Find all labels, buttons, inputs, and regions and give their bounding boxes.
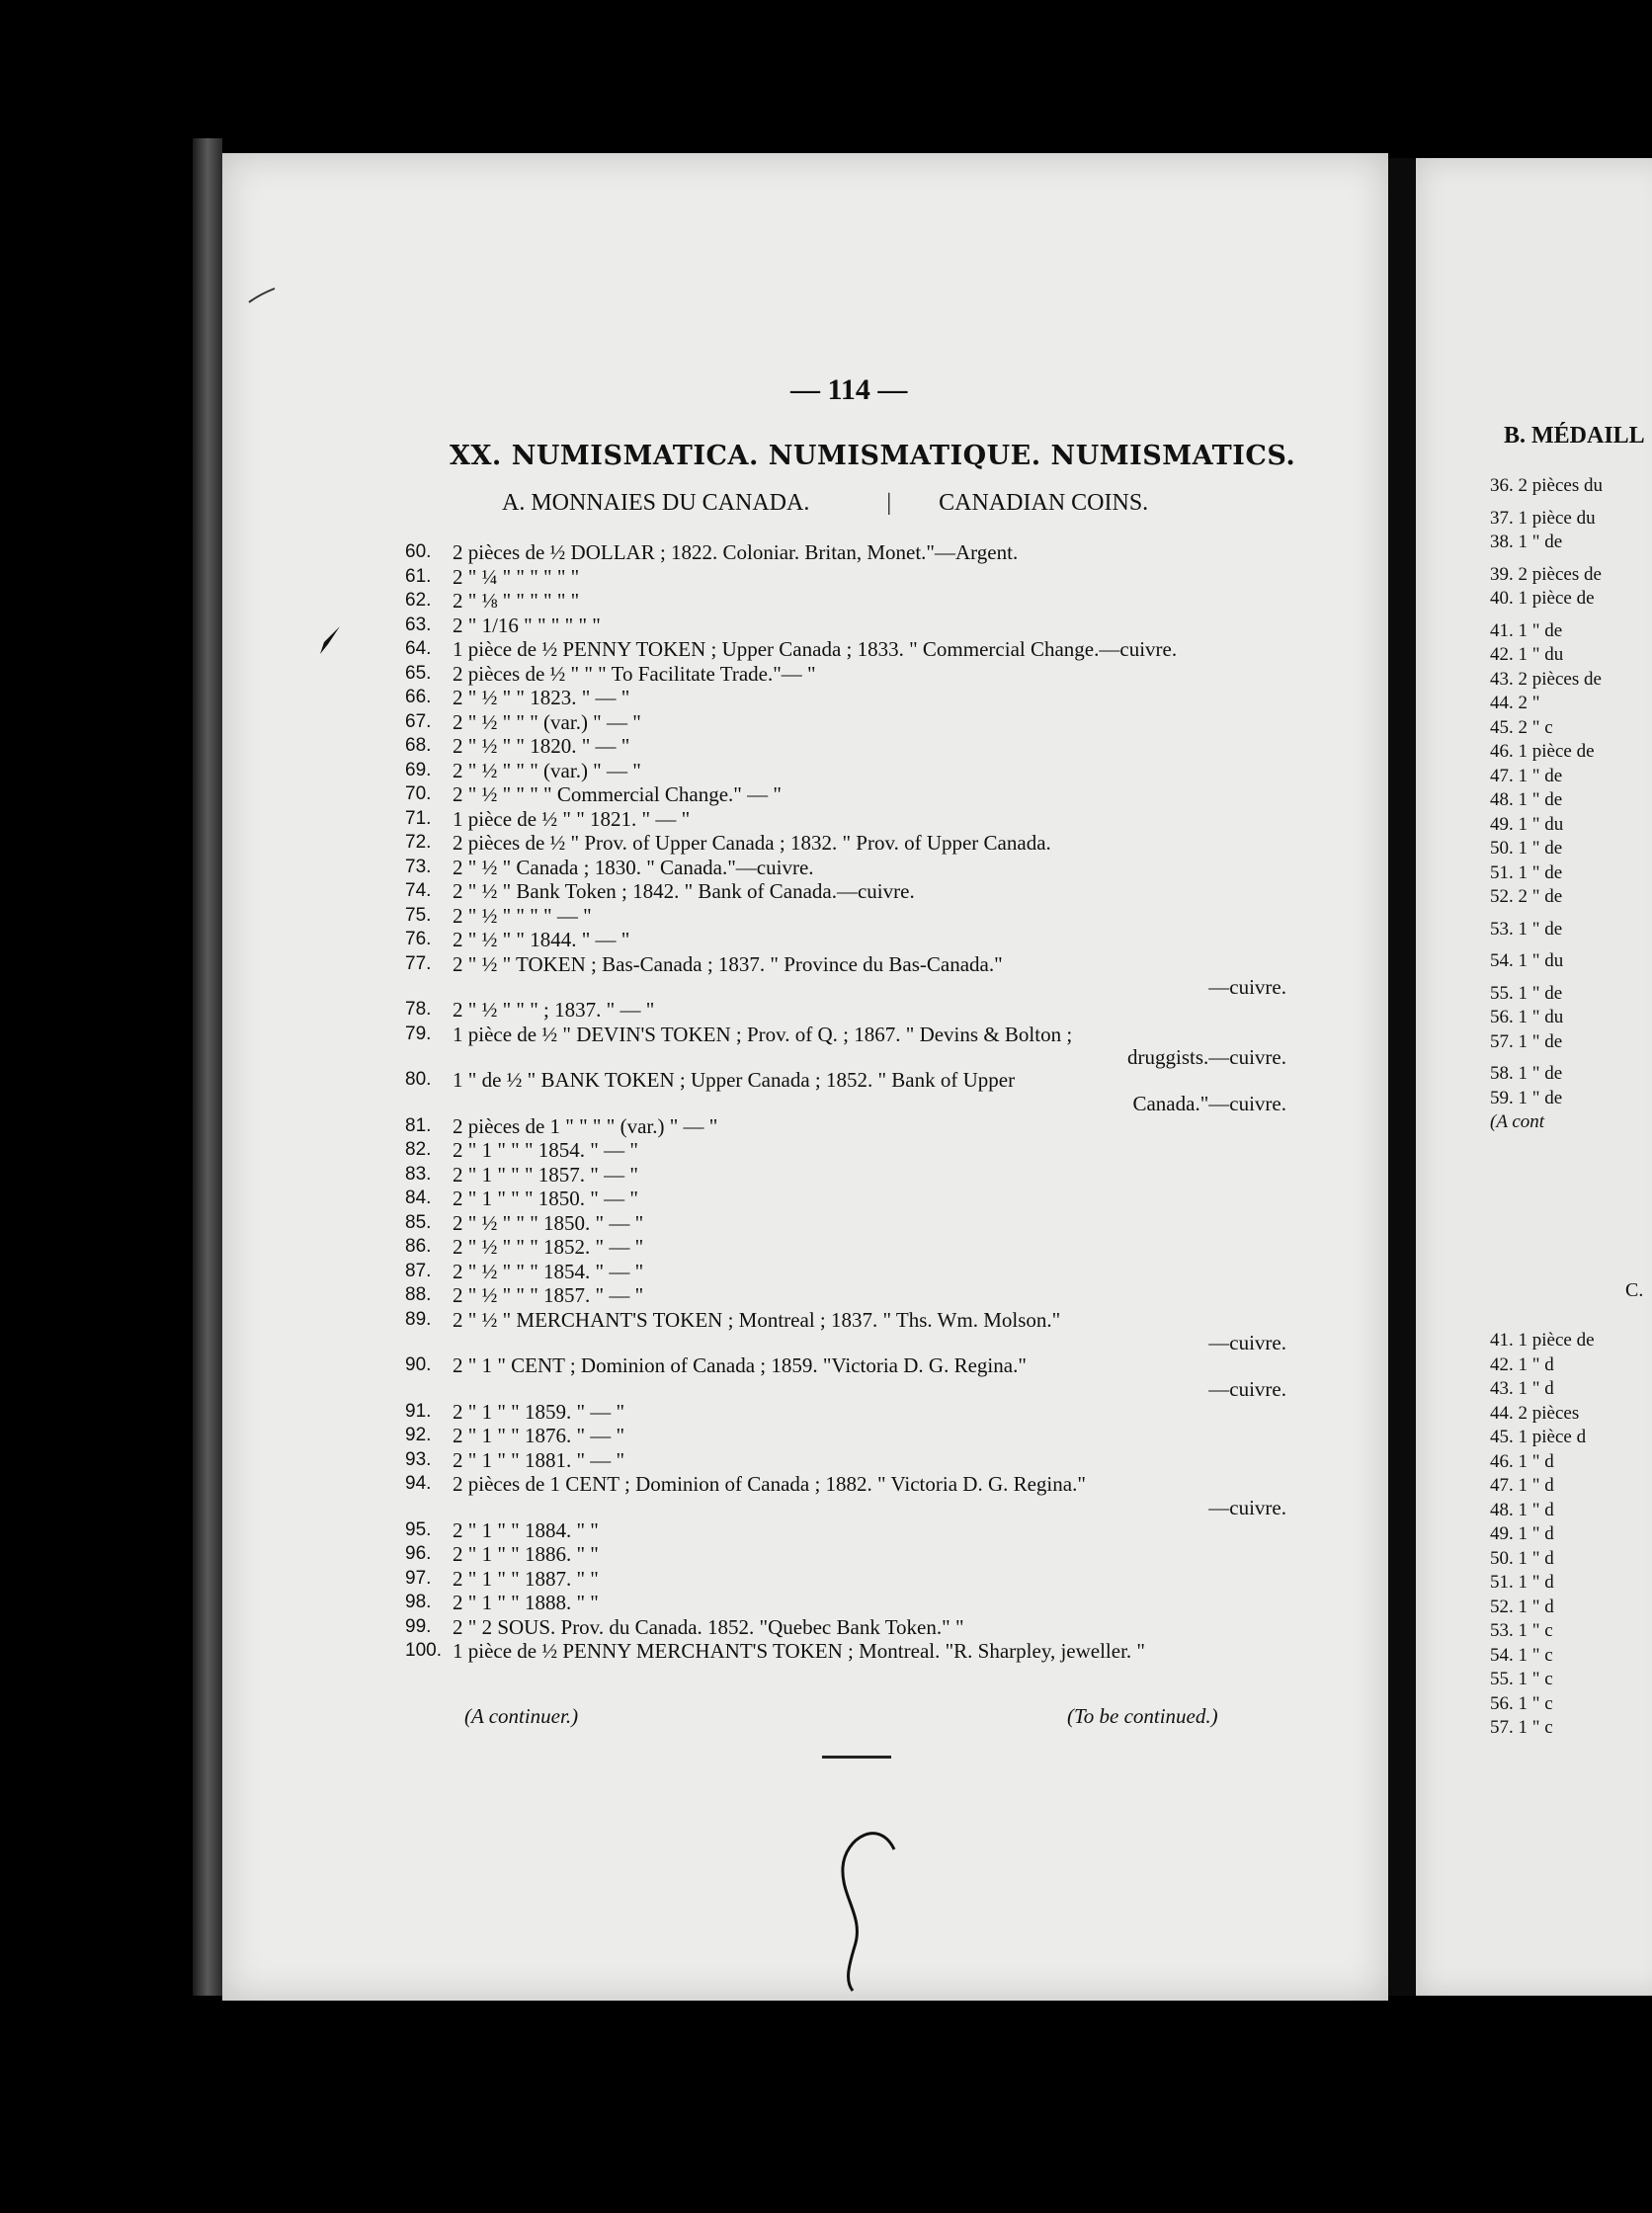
coin-entry bbox=[405, 1211, 1294, 1236]
entry-text: 2 pièces de 1 CENT ; Dominion of Canada ; 1882. " Victoria D. G. Regina." bbox=[453, 1472, 1086, 1496]
entry-text: 2 pièces de ½ " " " To Facilitate Trade."— " bbox=[453, 661, 816, 686]
entry-number: 93. bbox=[405, 1448, 432, 1470]
entry-text: 2 " 1 " " " 1850. " — " bbox=[453, 1187, 638, 1210]
entry-number: 94. bbox=[405, 1473, 432, 1494]
entry-text: 2 " ⅛ " " " " " " bbox=[453, 589, 580, 613]
entry-number: 71. bbox=[405, 807, 432, 829]
end-rule bbox=[822, 1756, 891, 1759]
coin-entry bbox=[405, 1353, 1294, 1378]
right-page-line: 57. 1 " de bbox=[1490, 1030, 1563, 1052]
entry-continuation: Canada."—cuivre. bbox=[1132, 1091, 1286, 1115]
entry-number: 100. bbox=[405, 1640, 442, 1661]
entry-number: 63. bbox=[405, 614, 432, 635]
entry-text: 1 pièce de ½ " " 1821. " — " bbox=[453, 806, 691, 831]
coin-entry bbox=[405, 614, 1294, 638]
entry-number: 66. bbox=[405, 687, 432, 707]
entry-text: 2 " ½ " Bank Token ; 1842. " Bank of Canada.—cuivre. bbox=[453, 879, 915, 903]
right-page-line: 51. 1 " d bbox=[1490, 1572, 1554, 1593]
entry-text: 2 " 1 " " 1884. " " bbox=[453, 1517, 599, 1542]
entry-text: 2 " 1 " " 1888. " " bbox=[453, 1591, 599, 1614]
right-page-line: 55. 1 " de bbox=[1490, 982, 1563, 1004]
coin-entry bbox=[405, 1023, 1294, 1047]
coin-entry bbox=[405, 710, 1294, 735]
entry-number: 81. bbox=[405, 1114, 432, 1136]
entry-continuation: —cuivre. bbox=[1208, 1331, 1286, 1354]
coin-entry bbox=[405, 1235, 1294, 1260]
right-page-line: 44. 2 " bbox=[1490, 693, 1540, 713]
entry-number: 85. bbox=[405, 1211, 432, 1233]
entry-number: 61. bbox=[405, 565, 432, 587]
entry-number: 80. bbox=[405, 1069, 432, 1090]
entry-number: 87. bbox=[405, 1260, 432, 1281]
entry-number: 95. bbox=[405, 1518, 432, 1540]
entry-number: 64. bbox=[405, 638, 432, 659]
entry-number: 65. bbox=[405, 662, 432, 684]
coin-entry bbox=[405, 1448, 1294, 1473]
coin-entry bbox=[405, 1591, 1294, 1615]
coin-entry bbox=[405, 952, 1294, 977]
entry-number: 60. bbox=[405, 541, 432, 562]
footer-continue-fr: (A continuer.) bbox=[464, 1704, 579, 1728]
entry-text: 2 " ½ " " 1823. " — " bbox=[453, 686, 630, 709]
right-page-line: 52. 1 " d bbox=[1490, 1596, 1554, 1617]
right-page-line: 37. 1 pièce du bbox=[1490, 507, 1596, 529]
coin-entry bbox=[405, 928, 1294, 952]
right-page-line: 45. 1 pièce d bbox=[1490, 1427, 1587, 1447]
entry-text: 2 " 1 " " 1887. " " bbox=[453, 1566, 599, 1591]
entry-number: 99. bbox=[405, 1615, 432, 1637]
right-page-line: 59. 1 " de bbox=[1490, 1087, 1563, 1108]
right-page-list-c bbox=[1490, 1329, 1652, 1741]
entry-text: 2 " 1 " " " 1854. " — " bbox=[453, 1138, 638, 1162]
ink-mark bbox=[314, 622, 344, 658]
entry-text: 2 " ½ " " " (var.) " — " bbox=[453, 709, 641, 734]
coin-entry bbox=[405, 1542, 1294, 1567]
right-page-line: 52. 2 " de bbox=[1490, 886, 1563, 907]
entry-text: 2 " 1 " " 1881. " — " bbox=[453, 1447, 625, 1472]
entry-text: 2 " ½ " " 1844. " — " bbox=[453, 928, 630, 951]
entry-text: 2 pièces de 1 " " " " (var.) " — " bbox=[453, 1113, 718, 1138]
coin-entry bbox=[405, 1400, 1294, 1425]
coin-entry bbox=[405, 662, 1294, 687]
entry-text: 2 " 1 " " " 1857. " — " bbox=[453, 1162, 638, 1187]
coin-entry bbox=[405, 540, 1294, 565]
entry-number: 82. bbox=[405, 1139, 432, 1160]
coin-entry bbox=[405, 1567, 1294, 1592]
entry-number: 77. bbox=[405, 952, 432, 974]
right-page-line: 50. 1 " d bbox=[1490, 1547, 1554, 1569]
right-page-line: 42. 1 " d bbox=[1490, 1353, 1554, 1375]
coin-entry bbox=[405, 1283, 1294, 1308]
coin-entry bbox=[405, 879, 1294, 904]
entry-text: 2 " 1 " CENT ; Dominion of Canada ; 1859. "Victoria D. G. Regina." bbox=[453, 1353, 1027, 1377]
right-page-list bbox=[1490, 474, 1652, 1135]
right-page-line: 53. 1 " c bbox=[1490, 1620, 1553, 1641]
coin-entry bbox=[405, 1308, 1294, 1333]
entry-number: 96. bbox=[405, 1543, 432, 1564]
coin-entry bbox=[405, 1068, 1294, 1093]
right-page-line: 43. 1 " d bbox=[1490, 1378, 1554, 1399]
entry-text: 2 " ½ " " " 1850. " — " bbox=[453, 1210, 644, 1235]
right-page-line: 43. 2 pièces de bbox=[1490, 668, 1602, 690]
right-page-line: 58. 1 " de bbox=[1490, 1063, 1563, 1084]
right-page-line: 38. 1 " de bbox=[1490, 532, 1563, 552]
entry-text: 2 " 1/16 " " " " " " bbox=[453, 613, 601, 637]
entry-text: 2 " ½ " MERCHANT'S TOKEN ; Montreal ; 1837. " Ths. Wm. Molson." bbox=[453, 1307, 1061, 1332]
pencil-mark bbox=[825, 1818, 904, 1996]
entry-text: 2 " ½ " " " " Commercial Change." — " bbox=[453, 782, 782, 806]
coin-entry bbox=[405, 1138, 1294, 1163]
subtitle-separator: | bbox=[886, 490, 892, 516]
entry-text: 2 " 1 " " 1876. " — " bbox=[453, 1424, 625, 1447]
entry-continuation: —cuivre. bbox=[1208, 1376, 1286, 1401]
entry-text: 2 " ½ " " " 1854. " — " bbox=[453, 1259, 644, 1283]
entry-number: 69. bbox=[405, 759, 432, 780]
coin-entry bbox=[405, 1424, 1294, 1448]
entry-text: 2 " ½ " " 1820. " — " bbox=[453, 734, 630, 758]
entry-number: 89. bbox=[405, 1308, 432, 1330]
right-page-line: 55. 1 " c bbox=[1490, 1669, 1553, 1689]
coin-entry bbox=[405, 1518, 1294, 1543]
right-page-line: 39. 2 pièces de bbox=[1490, 563, 1602, 585]
entry-text: 1 pièce de ½ PENNY MERCHANT'S TOKEN ; Montreal. "R. Sharpley, jeweller. " bbox=[453, 1639, 1145, 1663]
coin-entry bbox=[405, 686, 1294, 710]
entry-number: 78. bbox=[405, 999, 432, 1020]
right-page-line: (A cont bbox=[1490, 1111, 1545, 1132]
entry-number: 72. bbox=[405, 832, 432, 853]
right-page-line: 49. 1 " d bbox=[1490, 1523, 1554, 1544]
entry-number: 98. bbox=[405, 1592, 432, 1612]
entry-continuation: druggists.—cuivre. bbox=[1127, 1045, 1286, 1069]
coin-entry bbox=[405, 782, 1294, 807]
entry-continuation: —cuivre. bbox=[1208, 975, 1286, 999]
entry-text: 2 " ½ " " " ; 1837. " — " bbox=[453, 998, 655, 1022]
right-page-line: 54. 1 " c bbox=[1490, 1644, 1553, 1666]
entry-number: 67. bbox=[405, 710, 432, 732]
coin-entry bbox=[405, 998, 1294, 1023]
entry-continuation: —cuivre. bbox=[1208, 1495, 1286, 1519]
entry-text: 2 " 2 SOUS. Prov. du Canada. 1852. "Quebec Bank Token." " bbox=[453, 1614, 964, 1639]
coin-entry bbox=[405, 734, 1294, 759]
entry-number: 74. bbox=[405, 880, 432, 901]
entry-text: 2 " ½ " " " " — " bbox=[453, 903, 592, 928]
coin-entry bbox=[405, 637, 1294, 662]
entry-number: 73. bbox=[405, 856, 432, 877]
right-section-c: C. bbox=[1625, 1279, 1644, 1301]
right-page-line: 56. 1 " c bbox=[1490, 1692, 1553, 1714]
right-page-line: 57. 1 " c bbox=[1490, 1717, 1553, 1738]
right-page-line: 41. 1 pièce de bbox=[1490, 1330, 1595, 1351]
page-number: — 114 — bbox=[790, 373, 908, 406]
coin-entry bbox=[405, 831, 1294, 856]
coin-entry bbox=[405, 1187, 1294, 1211]
right-page-line: 36. 2 pièces du bbox=[1490, 475, 1603, 496]
entry-number: 92. bbox=[405, 1425, 432, 1445]
right-page-line: 53. 1 " de bbox=[1490, 918, 1563, 940]
coin-entry bbox=[405, 1260, 1294, 1284]
coin-entry bbox=[405, 1472, 1294, 1497]
entry-number: 91. bbox=[405, 1400, 432, 1422]
right-page-line: 47. 1 " de bbox=[1490, 765, 1563, 786]
entry-number: 68. bbox=[405, 735, 432, 756]
coin-entry bbox=[405, 565, 1294, 590]
entry-text: 2 " 1 " " 1859. " — " bbox=[453, 1399, 625, 1424]
coin-entry bbox=[405, 759, 1294, 783]
section-title: XX. NUMISMATICA. NUMISMATIQUE. NUMISMATICS. bbox=[450, 441, 1296, 471]
right-page-line: 41. 1 " de bbox=[1490, 619, 1563, 641]
ink-scratch bbox=[247, 287, 277, 306]
entry-text: 2 " ½ " Canada ; 1830. " Canada."—cuivre. bbox=[453, 855, 814, 879]
entry-number: 62. bbox=[405, 590, 432, 611]
subtitle-english: CANADIAN COINS. bbox=[939, 490, 1149, 516]
entry-text: 2 " ½ " TOKEN ; Bas-Canada ; 1837. " Province du Bas-Canada." bbox=[453, 951, 1003, 976]
entry-number: 70. bbox=[405, 783, 432, 804]
right-page-line: 42. 1 " du bbox=[1490, 644, 1564, 665]
entry-number: 97. bbox=[405, 1567, 432, 1589]
entry-text: 2 " ½ " " " 1852. " — " bbox=[453, 1235, 644, 1259]
entry-number: 88. bbox=[405, 1284, 432, 1305]
entry-text: 1 pièce de ½ PENNY TOKEN ; Upper Canada ; 1833. " Commercial Change.—cuivre. bbox=[453, 637, 1178, 661]
entry-text: 2 " 1 " " 1886. " " bbox=[453, 1542, 599, 1566]
right-page-line: 44. 2 pièces bbox=[1490, 1402, 1580, 1424]
entry-number: 86. bbox=[405, 1236, 432, 1257]
right-page-line: 45. 2 " c bbox=[1490, 716, 1553, 738]
entry-number: 83. bbox=[405, 1163, 432, 1185]
coin-entry bbox=[405, 904, 1294, 929]
coin-entry bbox=[405, 856, 1294, 880]
entry-text: 1 " de ½ " BANK TOKEN ; Upper Canada ; 1852. " Bank of Upper bbox=[453, 1068, 1016, 1092]
right-page-line: 54. 1 " du bbox=[1490, 950, 1564, 971]
right-page-line: 48. 1 " d bbox=[1490, 1499, 1554, 1520]
entry-text: 1 pièce de ½ " DEVIN'S TOKEN ; Prov. of Q. ; 1867. " Devins & Bolton ; bbox=[453, 1022, 1073, 1046]
right-page-line: 40. 1 pièce de bbox=[1490, 588, 1595, 609]
entry-number: 76. bbox=[405, 929, 432, 949]
entry-text: 2 pièces de ½ " Prov. of Upper Canada ; 1832. " Prov. of Upper Canada. bbox=[453, 831, 1051, 855]
coin-list bbox=[405, 540, 1294, 1664]
entry-text: 2 " ½ " " " (var.) " — " bbox=[453, 758, 641, 782]
coin-entry bbox=[405, 807, 1294, 832]
entry-number: 79. bbox=[405, 1023, 432, 1044]
section-subtitle bbox=[502, 490, 1148, 517]
entry-text: 2 " ½ " " " 1857. " — " bbox=[453, 1283, 644, 1307]
subtitle-french: A. MONNAIES DU CANADA. bbox=[502, 490, 810, 516]
coin-entry bbox=[405, 1163, 1294, 1188]
coin-entry bbox=[405, 1615, 1294, 1640]
entry-number: 90. bbox=[405, 1354, 432, 1375]
right-page-line: 51. 1 " de bbox=[1490, 861, 1563, 883]
right-page-line: 48. 1 " de bbox=[1490, 789, 1563, 810]
right-page-line: 46. 1 pièce de bbox=[1490, 741, 1595, 762]
right-page-line: 50. 1 " de bbox=[1490, 838, 1563, 859]
coin-entry bbox=[405, 1114, 1294, 1139]
book-gutter bbox=[1388, 158, 1416, 1996]
entry-text: 2 " ¼ " " " " " " bbox=[453, 564, 580, 589]
right-page-line: 47. 1 " d bbox=[1490, 1475, 1554, 1496]
coin-entry bbox=[405, 1639, 1294, 1664]
right-page-line: 49. 1 " du bbox=[1490, 813, 1564, 835]
book-spine bbox=[193, 138, 222, 1996]
entry-number: 75. bbox=[405, 904, 432, 926]
right-page-line: 46. 1 " d bbox=[1490, 1450, 1554, 1472]
entry-text: 2 pièces de ½ DOLLAR ; 1822. Coloniar. Britan, Monet."—Argent. bbox=[453, 540, 1019, 564]
right-page-line: 56. 1 " du bbox=[1490, 1007, 1564, 1027]
right-page-header: B. MÉDAILL bbox=[1504, 423, 1645, 449]
coin-entry bbox=[405, 589, 1294, 614]
entry-number: 84. bbox=[405, 1188, 432, 1208]
footer-continue-en: (To be continued.) bbox=[1067, 1704, 1218, 1728]
